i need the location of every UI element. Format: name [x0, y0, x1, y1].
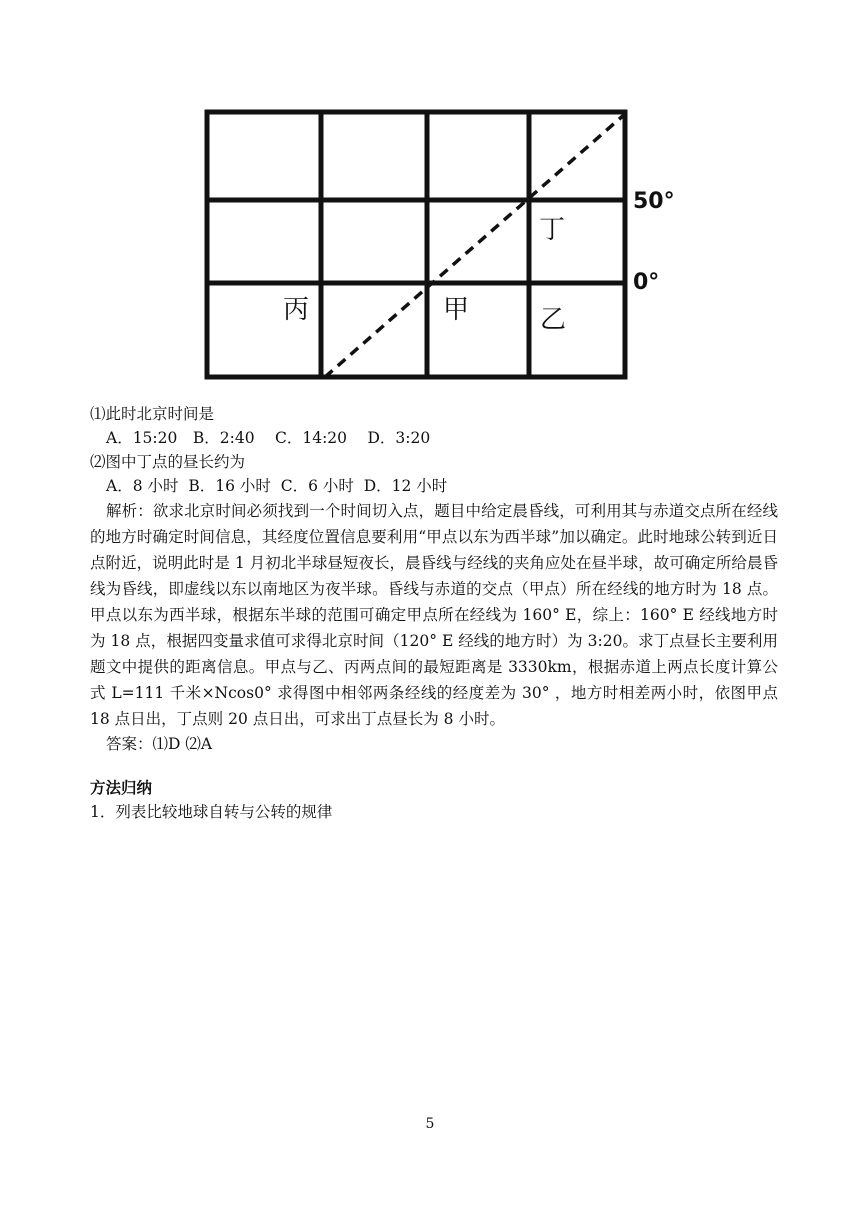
answer-line: 答案：⑴D ⑵A [106, 735, 213, 753]
text-content [90, 402, 778, 824]
question-1-options: A．15:20 B．2:40 C．14:20 D．3:20 [106, 429, 431, 447]
question-2-stem: ⑵图中丁点的昼长约为 [90, 453, 246, 471]
label-jia: 甲 [443, 295, 470, 325]
question-2-options: A．8 小时 B．16 小时 C．6 小时 D．12 小时 [106, 477, 448, 495]
label-0-degree: 0° [633, 270, 660, 295]
terminator-dashed-line [325, 114, 625, 377]
section-title: 方法归纳 [90, 779, 153, 797]
time-zone-grid-figure [195, 100, 685, 390]
analysis-text: 解析：欲求北京时间必须找到一个时间切入点，题目中给定晨昏线，可利用其与赤道交点所在经线的地方时确定时间信息，其经度位置信息要利用“甲点以东为西半球”加以确定。此时地球公转到近日点附近，说明此时是 1 月初北半球昼短夜长，晨昏线与经线的夹角应处在昼半球，故可确定所给晨昏线为昏线，即虚线以东以南地区为夜半球。昏线与赤道的交点（甲点）所在经线的地方时为 18 点。甲点以东为西半球，根据东半球的范围可确定甲点所在经线为 160° E，综上：160° E 经线地方时为 18 点，根据四变量求值可求得北京时间（120° E 经线的地方时）为 3:20。求丁点昼长主要利用题文中提供的距离信息。甲点与乙、丙两点间的最短距离是 3330km，根据赤道上两点长度计算公式 L=111 千米×Ncos0° 求得图中相邻两条经线的经度差为 30° ，地方时相差两小时，依图甲点 18 点日出，丁点则 20 点日出，可求出丁点昼长为 8 小时。 [90, 502, 778, 728]
label-ding: 丁 [539, 215, 566, 245]
list-item-1: 1．列表比较地球自转与公转的规律 [90, 803, 333, 821]
label-50-degree: 50° [633, 189, 675, 214]
grid-diagram [195, 100, 685, 390]
label-bing: 丙 [283, 295, 310, 325]
page-number: 5 [425, 1116, 435, 1132]
label-yi: 乙 [540, 305, 567, 335]
analysis-paragraph [90, 498, 778, 732]
question-1-stem: ⑴此时北京时间是 [90, 405, 215, 423]
